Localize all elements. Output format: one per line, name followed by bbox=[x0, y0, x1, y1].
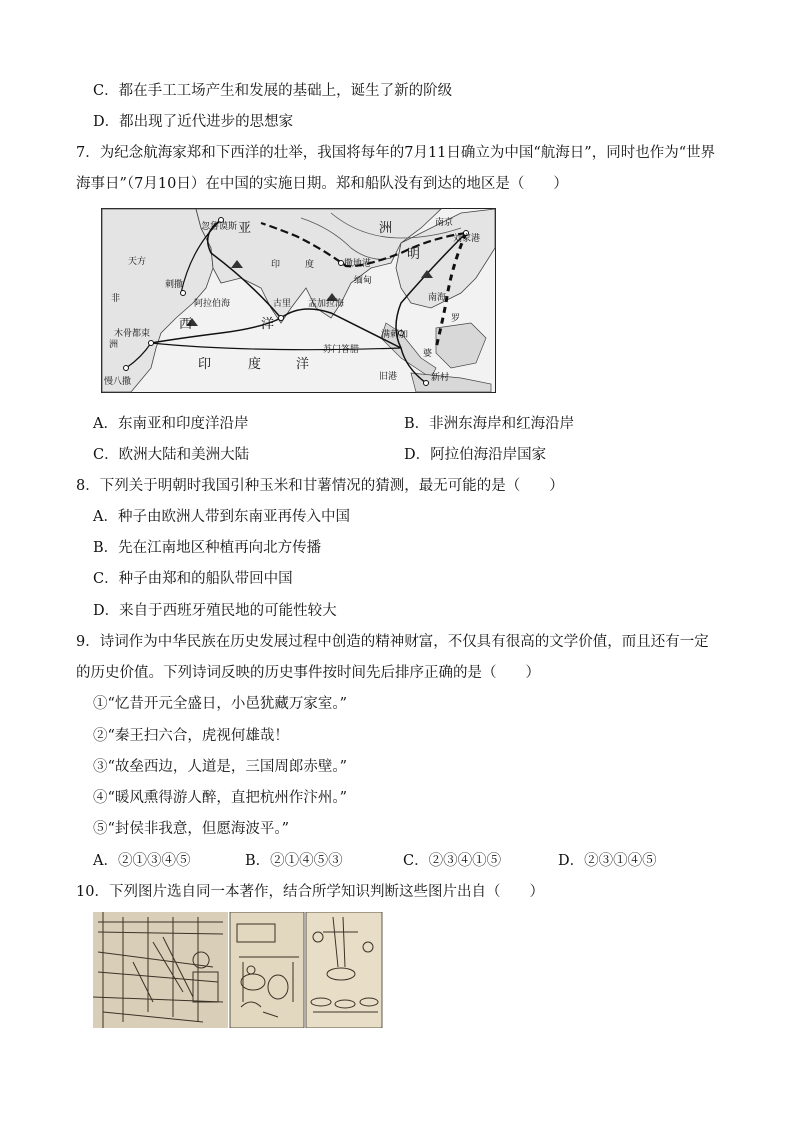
q8-option-c: C．种子由郑和的船队带回中国 bbox=[93, 571, 293, 587]
map-label-fei: 非 bbox=[111, 294, 121, 304]
q9-poem-4: ④“暖风熏得游人醉，直把杭州作汴州。” bbox=[93, 790, 348, 806]
map-label-india-2: 度 bbox=[305, 260, 315, 270]
map-label-xi: 西 bbox=[179, 317, 193, 332]
q9-poem-2: ②“秦王扫六合，虎视何雄哉！ bbox=[93, 728, 289, 744]
map-label-lasa: 刺撒 bbox=[165, 280, 184, 290]
map-label-liujiagang: 刘家港 bbox=[453, 234, 481, 244]
map-label-sumatra: 苏门答腊 bbox=[323, 345, 360, 355]
map-label-tianfang: 天方 bbox=[128, 257, 147, 267]
map-label-mombasa: 慢八撒 bbox=[104, 377, 132, 387]
q9-stem-line2: 的历史价值。下列诗词反映的历史事件按时间先后排序正确的是（ ） bbox=[76, 665, 540, 681]
map-label-jiugang: 旧港 bbox=[379, 372, 398, 382]
map-label-du: 度 bbox=[248, 357, 262, 372]
zheng-he-voyage-map bbox=[101, 208, 496, 393]
map-label-burma: 缅甸 bbox=[354, 276, 373, 286]
map-label-south-sea: 南海 bbox=[428, 293, 447, 303]
map-label-arabian-sea: 阿拉伯海 bbox=[194, 299, 231, 309]
map-label-xincun: 新村 bbox=[431, 373, 450, 383]
q6-option-d: D．都出现了近代进步的思想家 bbox=[93, 114, 294, 130]
map-label-yang2: 洋 bbox=[296, 357, 310, 372]
q7-stem-line1: 7．为纪念航海家郑和下西洋的壮举，我国将每年的7月11日确立为中国“航海日”，同时也作为“世界 bbox=[76, 145, 716, 161]
map-label-zhou: 洲 bbox=[379, 221, 393, 236]
map-label-yin: 印 bbox=[198, 357, 212, 372]
q8-stem: 8．下列关于明朝时我国引种玉米和甘薯情况的猜测，最无可能的是（ ） bbox=[76, 478, 564, 494]
map-label-sadigang: 撒地港 bbox=[344, 259, 372, 269]
q7-option-b: B．非洲东海岸和红海沿岸 bbox=[404, 416, 575, 432]
q9-option-a: A．②①③④⑤ bbox=[93, 853, 191, 869]
q8-option-a: A．种子由欧洲人带到东南亚再传入中国 bbox=[93, 509, 350, 525]
q7-option-a: A．东南亚和印度洋沿岸 bbox=[93, 416, 249, 432]
q9-option-c: C．②③④①⑤ bbox=[403, 853, 502, 869]
q9-poem-5: ⑤“封侯非我意，但愿海波平。” bbox=[93, 821, 290, 837]
tiangong-kaiwu-illustrations bbox=[93, 912, 383, 1028]
q8-option-b: B．先在江南地区种植再向北方传播 bbox=[93, 540, 322, 556]
q9-poem-3: ③“故垒西边，人道是，三国周郎赤壁。” bbox=[93, 759, 348, 775]
map-label-mogadishu: 木骨都束 bbox=[114, 329, 151, 339]
q8-option-d: D．来自于西班牙殖民地的可能性较大 bbox=[93, 603, 337, 619]
map-label-yang: 洋 bbox=[261, 317, 275, 332]
q7-option-c: C．欧洲大陆和美洲大陆 bbox=[93, 447, 250, 463]
map-label-guli: 古里 bbox=[273, 299, 292, 309]
map-label-po: 婆 bbox=[423, 349, 433, 359]
map-label-zhou-africa: 洲 bbox=[109, 340, 119, 350]
map-label-ming: 明 bbox=[407, 247, 421, 262]
map-label-nanjing: 南京 bbox=[435, 218, 454, 228]
q9-stem-line1: 9．诗词作为中华民族在历史发展过程中创造的精神财富，不仅具有很高的文学价值，而且还有一定 bbox=[76, 634, 709, 650]
q9-option-d: D．②③①④⑤ bbox=[558, 853, 657, 869]
map-label-malacca: 满刺加 bbox=[381, 330, 409, 340]
map-label-ya: 亚 bbox=[238, 221, 252, 236]
map-label-india-1: 印 bbox=[271, 260, 281, 270]
q7-option-d: D．阿拉伯海沿岸国家 bbox=[404, 447, 547, 463]
q10-stem: 10．下列图片选自同一本著作，结合所学知识判断这些图片出自（ ） bbox=[76, 884, 544, 900]
q6-option-c: C．都在手工工场产生和发展的基础上，诞生了新的阶级 bbox=[93, 83, 453, 99]
q9-option-b: B．②①④⑤③ bbox=[245, 853, 343, 869]
map-label-hormuz: 忽鲁谟斯 bbox=[201, 222, 238, 232]
map-label-luo: 罗 bbox=[451, 314, 461, 324]
q7-stem-line2: 海事日”（7月10日）在中国的实施日期。郑和船队没有到达的地区是（ ） bbox=[76, 176, 568, 192]
q9-poem-1: ①“忆昔开元全盛日，小邑犹藏万家室。” bbox=[93, 696, 348, 712]
map-label-bay-of-bengal: 孟加拉海 bbox=[308, 299, 345, 309]
